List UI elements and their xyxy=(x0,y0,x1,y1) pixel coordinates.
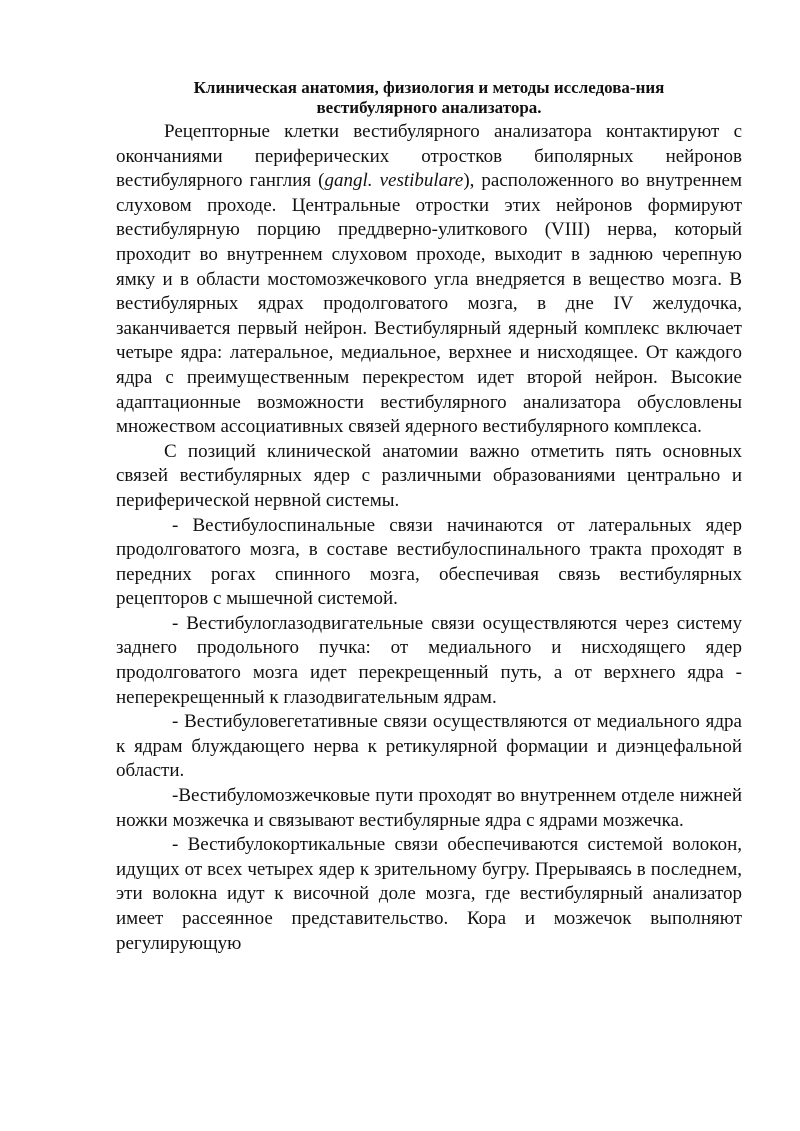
latin-term: gangl. vestibulare xyxy=(324,170,464,192)
paragraph-clinical-anatomy: С позиций клинической анатомии важно отметить пять основных связей вестибулярных ядер с различными образованиями центрально и периферической нервной системы. xyxy=(116,440,742,511)
paragraph-vestibulo-cerebellar: -Вестибуломозжечковые пути проходят во внутреннем отделе нижней ножки мозжечка и связывают вестибулярные ядра с ядрами мозжечка. xyxy=(116,785,742,831)
document-page xyxy=(116,78,742,956)
paragraph-receptors xyxy=(116,120,742,440)
paragraph-vestibulospinal: - Вестибулоспинальные связи начинаются от латеральных ядер продолговатого мозга, в составе вестибулоспинального тракта проходят в передних рогах спинного мозга, обеспечивая связь вестибулярных рецепторов с мышечной системой. xyxy=(116,514,742,610)
paragraph-vestibulo-vegetative: - Вестибуловегетативные связи осуществляются от медиального ядра к ядрам блуждающего нерва к ретикулярной формации и диэнцефальной области. xyxy=(116,711,742,782)
title-line-2: вестибулярного анализатора. xyxy=(316,98,542,117)
title-line-1: Клиническая анатомия, физиология и методы исследова-ния xyxy=(193,78,665,97)
paragraph-vestibulo-oculomotor: - Вестибулоглазодвигательные связи осуществляются через систему заднего продольного пучка: от медиального и нисходящего ядер продолговатого мозга идет перекрещенный путь, а от верхнего ядра - неперекрещенный к глазодвигательным ядрам. xyxy=(116,612,742,708)
paragraph-text: Рецепторные клетки вестибулярного анализатора контактируют с окончаниями периферических отростков биполярных нейронов вестибулярного ганглия ( xyxy=(116,121,742,192)
document-title xyxy=(116,78,742,118)
paragraph-vestibulo-cortical: - Вестибулокортикальные связи обеспечиваются системой волокон, идущих от всех четырех ядер к зрительному бугру. Прерываясь в последнем, эти волокна идут к височной доле мозга, где вестибулярный анализатор имеет рассеянное представительство. Кора и мозжечок выполняют регулирующую xyxy=(116,834,742,954)
paragraph-text: ), расположенного во внутреннем слуховом проходе. Центральные отростки этих нейронов формируют вестибулярную порцию преддверно-улиткового (VIII) нерва, который проходит во внутреннем слуховом проходе, выходит в заднюю черепную ямку и в области мостомозжечкового угла внедряется в вещество мозга. В вестибулярных ядрах продолговатого мозга, в дне IV желудочка, заканчивается первый нейрон. Вестибулярный ядерный комплекс включает четыре ядра: латеральное, медиальное, верхнее и нисходящее. От каждого ядра с преимущественным перекрестом идет второй нейрон. Высокие адаптационные возможности вестибулярного анализатора обусловлены множеством ассоциативных связей ядерного вестибулярного комплекса. xyxy=(116,170,743,438)
